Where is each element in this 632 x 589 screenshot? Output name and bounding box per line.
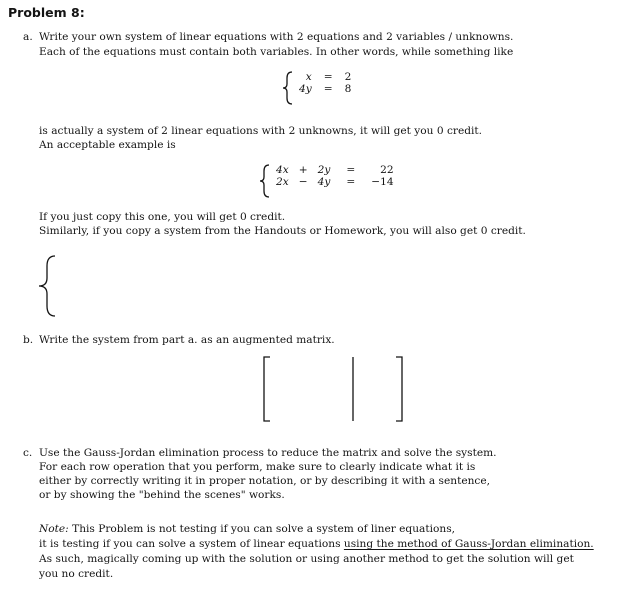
good-eq2-rhs: −14 bbox=[371, 176, 394, 188]
part-c-line4: or by showing the "behind the scenes" works. bbox=[39, 489, 285, 501]
bad-eq2-rhs: 8 bbox=[344, 83, 352, 95]
note-line1-text: This Problem is not testing if you can solve a system of liner equations, bbox=[72, 523, 456, 535]
part-a-line5: If you just copy this one, you will get 0 credit. bbox=[39, 211, 286, 223]
note-line4: you no credit. bbox=[39, 568, 114, 580]
good-eq2-term1: 2x bbox=[276, 176, 289, 188]
note-label: Note: bbox=[39, 523, 69, 535]
bad-eq1-rhs: 2 bbox=[344, 71, 352, 83]
answer-brace-icon bbox=[36, 254, 58, 318]
good-eq1-term2: 2y bbox=[317, 164, 331, 176]
note-line1 bbox=[39, 522, 455, 536]
good-eq1-eq: = bbox=[346, 164, 356, 176]
part-a-line4: An acceptable example is bbox=[39, 139, 176, 151]
good-eq2-term2: 4y bbox=[317, 176, 331, 188]
part-a-line3: is actually a system of 2 linear equations with 2 unknowns, it will get you 0 credit. bbox=[39, 125, 483, 137]
part-c-line3: either by correctly writing it in proper notation, or by describing it with a sentence, bbox=[39, 475, 491, 487]
good-eq2-eq: = bbox=[346, 176, 356, 188]
good-eq2-op: − bbox=[298, 176, 308, 188]
part-a-line2: Each of the equations must contain both variables. In other words, while something like bbox=[39, 46, 514, 58]
bad-eq2-eq: = bbox=[323, 83, 333, 95]
bad-eq2-lhs: 4y bbox=[299, 83, 312, 95]
good-eq1-term1: 4x bbox=[276, 164, 289, 176]
note-underlined-method: using the method of Gauss-Jordan elimination. bbox=[343, 538, 594, 550]
part-a-line6: Similarly, if you copy a system from the Handouts or Homework, you will also get 0 credit. bbox=[39, 225, 526, 237]
part-c-line1: Use the Gauss-Jordan elimination process to reduce the matrix and solve the system. bbox=[39, 447, 497, 459]
bad-eq1-eq: = bbox=[323, 71, 333, 83]
good-eq1-rhs: 22 bbox=[380, 164, 394, 176]
left-brace-icon bbox=[258, 163, 272, 199]
right-bracket-icon bbox=[396, 357, 402, 421]
problem-title: Problem 8: bbox=[8, 5, 85, 20]
bad-eq1-lhs: x bbox=[305, 71, 312, 83]
part-b-text: Write the system from part a. as an augmented matrix. bbox=[39, 334, 335, 346]
part-c-label: c. bbox=[23, 447, 33, 459]
part-b-label: b. bbox=[23, 334, 34, 346]
note-line3: As such, magically coming up with the solution or using another method to get the solution will get bbox=[39, 553, 574, 565]
note-line2 bbox=[39, 537, 594, 551]
note-line2-text: it is testing if you can solve a system of linear equations bbox=[39, 538, 344, 550]
augmented-matrix-placeholder bbox=[262, 354, 406, 424]
good-eq1-op: + bbox=[298, 164, 308, 176]
left-bracket-icon bbox=[264, 357, 270, 421]
part-c-line2: For each row operation that you perform, make sure to clearly indicate what it is bbox=[39, 461, 476, 473]
left-brace-icon bbox=[281, 70, 295, 106]
part-a-line1: Write your own system of linear equations with 2 equations and 2 variables / unknowns. bbox=[39, 31, 514, 43]
part-a-label: a. bbox=[23, 31, 33, 43]
